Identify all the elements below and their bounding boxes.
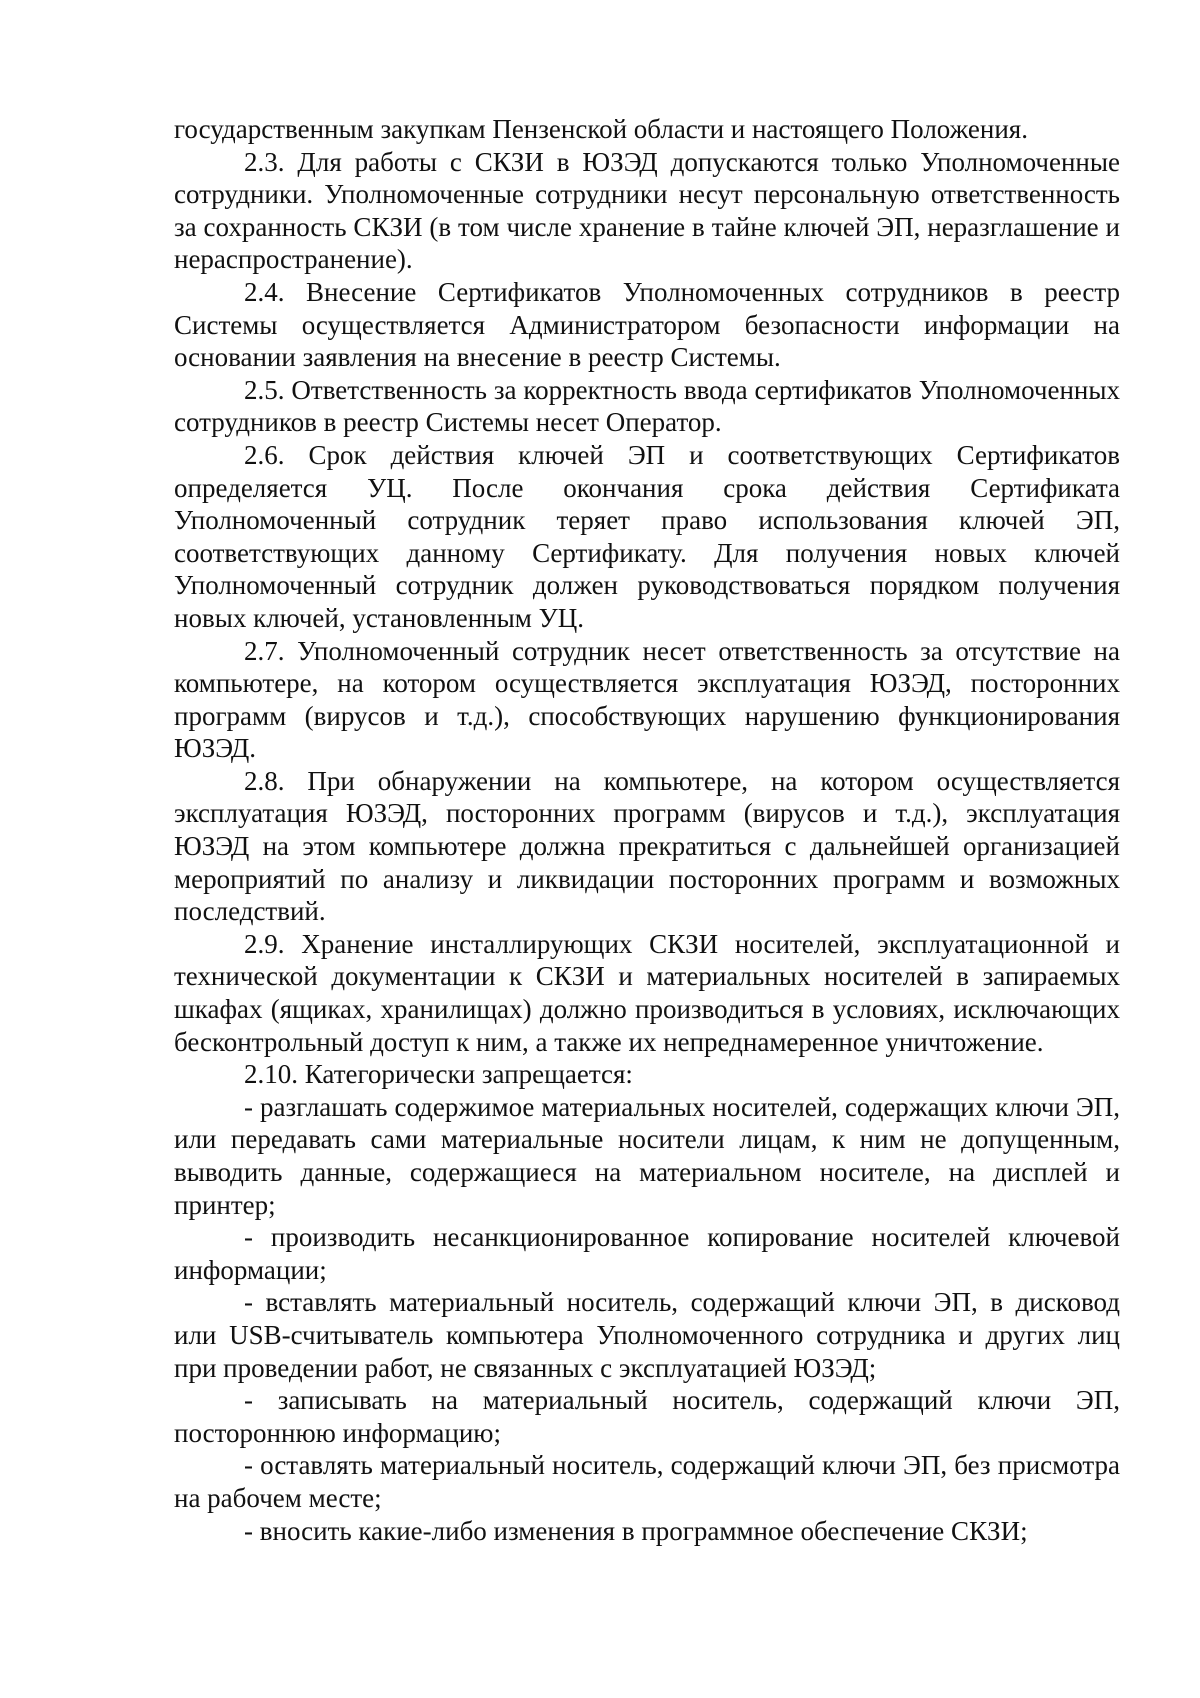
paragraph-2-6: 2.6. Срок действия ключей ЭП и соответствующих Сертификатов определяется УЦ. После окончания срока действия Сертификата Уполномоченный сотрудник теряет право использования ключей ЭП, соответствующих данному Сертификату. Для получения новых ключей Уполномоченный сотрудник должен руководствоваться порядком получения новых ключей, установленным УЦ.: [174, 439, 1120, 633]
paragraph-2-4: 2.4. Внесение Сертификатов Уполномоченных сотрудников в реестр Системы осуществляется Администратором безопасности информации на основании заявления на внесение в реестр Системы.: [174, 276, 1120, 373]
paragraph-2-9: 2.9. Хранение инсталлирующих СКЗИ носителей, эксплуатационной и технической документации к СКЗИ и материальных носителей в запираемых шкафах (ящиках, хранилищах) должно производиться в условиях, исключающих бесконтрольный доступ к ним, а также их непреднамеренное уничтожение.: [174, 928, 1120, 1057]
paragraph-2-7: 2.7. Уполномоченный сотрудник несет ответственность за отсутствие на компьютере, на котором осуществляется эксплуатация ЮЗЭД, посторонних программ (вирусов и т.д.), способствующих нарушению функционирования ЮЗЭД.: [174, 635, 1120, 764]
prohibition-item: - оставлять материальный носитель, содержащий ключи ЭП, без присмотра на рабочем месте;: [174, 1450, 1120, 1513]
paragraph-2-5: 2.5. Ответственность за корректность ввода сертификатов Уполномоченных сотрудников в реестр Системы несет Оператор.: [174, 374, 1120, 438]
prohibition-item: - производить несанкционированное копирование носителей ключевой информации;: [174, 1222, 1120, 1285]
prohibition-item: - записывать на материальный носитель, содержащий ключи ЭП, постороннюю информацию;: [174, 1385, 1120, 1448]
paragraph-continuation: государственным закупкам Пензенской области и настоящего Положения.: [174, 114, 1028, 144]
paragraph-2-8: 2.8. При обнаружении на компьютере, на котором осуществляется эксплуатация ЮЗЭД, посторонних программ (вирусов и т.д.), эксплуатация ЮЗЭД на этом компьютере должна прекратиться с дальнейшей организацией мероприятий по анализу и ликвидации посторонних программ и возможных последствий.: [174, 765, 1120, 927]
prohibition-item: - вставлять материальный носитель, содержащий ключи ЭП, в дисковод или USB-считыватель компьютера Уполномоченного сотрудника и других лиц при проведении работ, не связанных с эксплуатацией ЮЗЭД;: [174, 1287, 1120, 1383]
paragraph-2-10: 2.10. Категорически запрещается:: [244, 1059, 633, 1090]
prohibition-item: - разглашать содержимое материальных носителей, содержащих ключи ЭП, или передавать сами материальные носители лицам, к ним не допущенным, выводить данные, содержащиеся на материальном носителе, на дисплей и принтер;: [174, 1091, 1120, 1220]
paragraph-2-3: 2.3. Для работы с СКЗИ в ЮЗЭД допускаются только Уполномоченные сотрудники. Уполномоченные сотрудники несут персональную ответственность за сохранность СКЗИ (в том числе хранение в тайне ключей ЭП, неразглашение и нераспространение).: [174, 146, 1120, 275]
prohibition-item: - вносить какие-либо изменения в программное обеспечение СКЗИ;: [244, 1515, 1028, 1546]
document-page: [174, 113, 1120, 1547]
